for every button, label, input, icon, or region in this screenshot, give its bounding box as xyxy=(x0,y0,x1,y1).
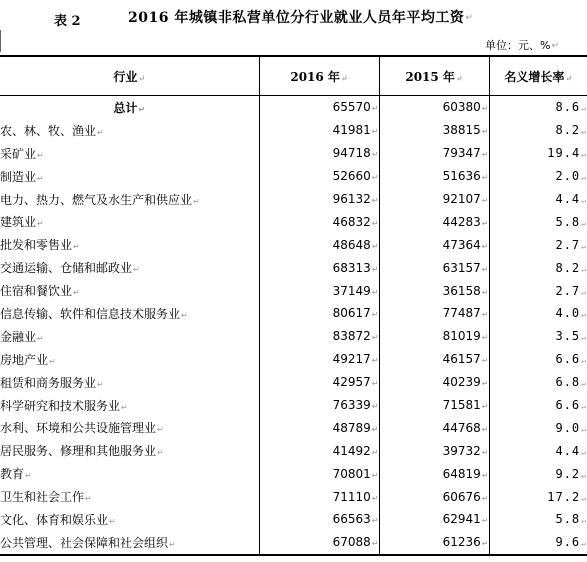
wage-2015-cell-value: 44283 xyxy=(442,214,481,229)
table-row xyxy=(0,302,587,325)
paragraph-mark-icon: ↵ xyxy=(481,333,489,343)
wage-2015-cell xyxy=(379,325,489,348)
industry-cell xyxy=(0,508,259,531)
wage-2016-cell xyxy=(259,119,379,142)
paragraph-mark-icon: ↵ xyxy=(481,447,489,457)
wage-2015-cell xyxy=(379,188,489,211)
industry-cell-value: 公共管理、社会保障和社会组织 xyxy=(0,535,169,550)
growth-rate-cell xyxy=(489,531,587,555)
wage-2015-cell xyxy=(379,462,489,485)
industry-cell-value: 租赁和商务服务业 xyxy=(0,375,97,390)
paragraph-mark-icon: ↵ xyxy=(73,288,80,298)
paragraph-mark-icon: ↵ xyxy=(581,333,587,343)
wage-2015-cell-value: 60676 xyxy=(442,489,481,504)
growth-rate-cell xyxy=(489,279,587,302)
paragraph-mark-icon: ↵ xyxy=(481,539,489,549)
industry-cell xyxy=(0,142,259,165)
paragraph-mark-icon: ↵ xyxy=(181,310,188,320)
paragraph-mark-icon: ↵ xyxy=(193,196,200,206)
paragraph-mark-icon: ↵ xyxy=(481,218,489,228)
wage-2016-cell xyxy=(259,485,379,508)
table-row xyxy=(0,439,587,462)
wage-2015-cell xyxy=(379,302,489,325)
growth-rate-cell xyxy=(489,302,587,325)
paragraph-mark-icon: ↵ xyxy=(481,356,489,366)
wage-2016-cell-value: 80617 xyxy=(332,306,371,321)
paragraph-mark-icon: ↵ xyxy=(371,379,379,389)
wage-2016-cell xyxy=(259,531,379,555)
table-row xyxy=(0,142,587,165)
paragraph-mark-icon: ↵ xyxy=(581,218,587,228)
growth-rate-cell xyxy=(489,119,587,142)
wage-2015-cell xyxy=(379,394,489,417)
growth-rate-cell xyxy=(489,462,587,485)
industry-cell xyxy=(0,325,259,348)
paragraph-mark-icon: ↵ xyxy=(371,402,379,412)
industry-cell xyxy=(0,165,259,188)
wage-2016-cell xyxy=(259,165,379,188)
paragraph-mark-icon: ↵ xyxy=(49,356,56,366)
wage-2015-cell xyxy=(379,439,489,462)
wage-2016-cell-value: 66563 xyxy=(332,512,371,527)
paragraph-mark-icon: ↵ xyxy=(481,241,489,251)
growth-rate-cell-value: 9.0 xyxy=(555,420,581,435)
growth-rate-cell-value: 17.2 xyxy=(547,489,581,504)
industry-cell-value: 农、林、牧、渔业 xyxy=(0,123,97,138)
paragraph-mark-icon: ↵ xyxy=(481,150,489,160)
wage-2015-cell xyxy=(379,485,489,508)
growth-rate-cell xyxy=(489,142,587,165)
paragraph-mark-icon: ↵ xyxy=(371,241,379,251)
wage-2015-cell-value: 61236 xyxy=(442,535,481,550)
growth-rate-cell xyxy=(489,325,587,348)
paragraph-mark-icon: ↵ xyxy=(551,41,559,51)
wage-2016-cell-value: 48789 xyxy=(332,420,371,435)
paragraph-mark-icon: ↵ xyxy=(581,402,587,412)
wage-2016-cell-value: 83872 xyxy=(332,329,371,344)
paragraph-mark-icon: ↵ xyxy=(371,539,379,549)
paragraph-mark-icon: ↵ xyxy=(581,379,587,389)
industry-cell xyxy=(0,371,259,394)
paragraph-mark-icon: ↵ xyxy=(581,493,587,503)
table-header-row xyxy=(0,56,587,96)
industry-cell-value: 采矿业 xyxy=(0,146,37,161)
paragraph-mark-icon: ↵ xyxy=(581,424,587,434)
growth-rate-cell-value: 4.0 xyxy=(555,306,581,321)
wage-2015-cell xyxy=(379,371,489,394)
unit-note xyxy=(485,37,559,53)
wage-2015-cell-value: 51636 xyxy=(442,169,481,184)
industry-cell xyxy=(0,119,259,142)
paragraph-mark-icon: ↵ xyxy=(37,150,44,160)
wage-2015-cell xyxy=(379,531,489,555)
wage-2015-cell-value: 71581 xyxy=(442,398,481,413)
growth-rate-cell-value: 2.7 xyxy=(555,237,581,252)
table-row xyxy=(0,188,587,211)
table-row xyxy=(0,210,587,233)
industry-cell xyxy=(0,485,259,508)
industry-cell xyxy=(0,531,259,555)
wage-2015-cell xyxy=(379,348,489,371)
wage-2016-cell-value: 41492 xyxy=(332,443,371,458)
paragraph-mark-icon: ↵ xyxy=(581,264,587,274)
paragraph-mark-icon: ↵ xyxy=(481,424,489,434)
column-header-2015 xyxy=(379,56,489,96)
table-row xyxy=(0,119,587,142)
wage-2016-cell-value: 65570 xyxy=(332,100,371,115)
paragraph-mark-icon: ↵ xyxy=(169,539,176,549)
paragraph-mark-icon: ↵ xyxy=(157,425,164,435)
wage-2015-cell-value: 38815 xyxy=(442,123,481,138)
paragraph-mark-icon: ↵ xyxy=(371,470,379,480)
industry-cell xyxy=(0,462,259,485)
industry-cell xyxy=(0,348,259,371)
wage-2015-cell-value: 63157 xyxy=(442,260,481,275)
growth-rate-cell-value: 8.2 xyxy=(555,123,581,138)
paragraph-mark-icon: ↵ xyxy=(481,470,489,480)
paragraph-mark-icon: ↵ xyxy=(481,516,489,526)
paragraph-mark-icon: ↵ xyxy=(25,471,32,481)
wage-2016-cell-value: 96132 xyxy=(332,192,371,206)
industry-cell-value: 批发和零售业 xyxy=(0,238,73,253)
growth-rate-cell xyxy=(489,485,587,508)
growth-rate-cell-value: 6.6 xyxy=(555,398,581,413)
wage-2016-cell xyxy=(259,371,379,394)
wage-2016-cell xyxy=(259,439,379,462)
wage-2015-cell xyxy=(379,279,489,302)
industry-cell xyxy=(0,416,259,439)
table-title-bar xyxy=(0,4,587,30)
paragraph-mark-icon: ↵ xyxy=(371,218,379,228)
growth-rate-cell-value: 9.2 xyxy=(555,466,581,481)
wage-2016-cell-value: 46832 xyxy=(332,214,371,229)
industry-cell-value: 房地产业 xyxy=(0,352,49,367)
paragraph-mark-icon: ↵ xyxy=(138,72,146,83)
industry-cell-value: 居民服务、修理和其他服务业 xyxy=(0,444,157,459)
wage-2015-cell-value: 39732 xyxy=(442,443,481,458)
table-row xyxy=(0,371,587,394)
wage-2016-cell xyxy=(259,210,379,233)
paragraph-mark-icon: ↵ xyxy=(133,265,140,275)
wage-2015-cell-value: 40239 xyxy=(442,375,481,390)
paragraph-mark-icon: ↵ xyxy=(37,333,44,343)
industry-cell-value: 卫生和社会工作 xyxy=(0,490,85,505)
growth-rate-cell-value: 3.5 xyxy=(555,329,581,344)
paragraph-mark-icon: ↵ xyxy=(371,310,379,320)
industry-cell-value: 文化、体育和娱乐业 xyxy=(0,512,109,527)
growth-rate-cell xyxy=(489,188,587,211)
paragraph-mark-icon: ↵ xyxy=(581,150,587,160)
industry-cell-value: 交通运输、仓储和邮政业 xyxy=(0,261,133,276)
industry-cell-value: 水利、环境和公共设施管理业 xyxy=(0,421,157,436)
wage-2015-cell-value: 60380 xyxy=(442,100,481,115)
table-number: 表 2 xyxy=(54,14,81,29)
wage-2016-cell xyxy=(259,394,379,417)
paragraph-mark-icon: ↵ xyxy=(97,127,104,137)
table-body xyxy=(0,96,587,555)
paragraph-mark-icon: ↵ xyxy=(481,379,489,389)
wage-2015-cell xyxy=(379,256,489,279)
industry-cell xyxy=(0,233,259,256)
wage-2016-cell xyxy=(259,508,379,531)
column-header-label: 2016 年 xyxy=(290,69,340,84)
paragraph-mark-icon: ↵ xyxy=(581,539,587,549)
paragraph-mark-icon: ↵ xyxy=(581,104,587,114)
wage-2015-cell xyxy=(379,119,489,142)
wage-2016-cell xyxy=(259,188,379,211)
paragraph-mark-icon: ↵ xyxy=(37,173,44,183)
wage-2016-cell-value: 71110 xyxy=(332,489,371,504)
industry-cell xyxy=(0,188,259,211)
table-row xyxy=(0,416,587,439)
table-row xyxy=(0,508,587,531)
industry-cell-value: 总计 xyxy=(113,100,138,115)
growth-rate-cell xyxy=(489,508,587,531)
paragraph-mark-icon: ↵ xyxy=(481,264,489,274)
wage-2016-cell xyxy=(259,302,379,325)
paragraph-mark-icon: ↵ xyxy=(109,516,116,526)
paragraph-mark-icon: ↵ xyxy=(371,150,379,160)
paragraph-mark-icon: ↵ xyxy=(581,310,587,320)
table-row-total xyxy=(0,96,587,119)
wage-2015-cell xyxy=(379,165,489,188)
paragraph-mark-icon: ↵ xyxy=(138,104,146,114)
industry-cell xyxy=(0,210,259,233)
wage-2015-cell xyxy=(379,210,489,233)
wage-2016-cell-value: 52660 xyxy=(332,169,371,184)
column-header-industry xyxy=(0,56,259,96)
wage-2016-cell-value: 49217 xyxy=(332,352,371,367)
industry-cell-value: 制造业 xyxy=(0,169,37,184)
paragraph-mark-icon: ↵ xyxy=(371,493,379,503)
paragraph-mark-icon: ↵ xyxy=(371,264,379,274)
growth-rate-cell-value: 4.4 xyxy=(555,443,581,458)
paragraph-mark-icon: ↵ xyxy=(581,470,587,480)
wage-2015-cell xyxy=(379,233,489,256)
column-header-2016 xyxy=(259,56,379,96)
growth-rate-cell xyxy=(489,96,587,119)
wage-2016-cell-value: 67088 xyxy=(332,535,371,550)
growth-rate-cell-value: 5.8 xyxy=(555,512,581,527)
wage-2016-cell-value: 94718 xyxy=(332,146,371,161)
paragraph-mark-icon: ↵ xyxy=(371,516,379,526)
wage-2016-cell xyxy=(259,348,379,371)
wage-2015-cell xyxy=(379,416,489,439)
column-header-label: 行业 xyxy=(113,69,138,84)
industry-cell-value: 教育 xyxy=(0,467,25,482)
paragraph-mark-icon: ↵ xyxy=(581,516,587,526)
paragraph-mark-icon: ↵ xyxy=(85,494,92,504)
paragraph-mark-icon: ↵ xyxy=(581,447,587,457)
table-row xyxy=(0,256,587,279)
wage-2016-cell-value: 41981 xyxy=(332,123,371,138)
growth-rate-cell-value: 8.6 xyxy=(555,100,581,115)
paragraph-mark-icon: ↵ xyxy=(455,72,463,83)
paragraph-mark-icon: ↵ xyxy=(481,104,489,114)
wage-2015-cell xyxy=(379,508,489,531)
table-row xyxy=(0,531,587,555)
wage-2016-cell xyxy=(259,325,379,348)
paragraph-mark-icon: ↵ xyxy=(371,333,379,343)
paragraph-mark-icon: ↵ xyxy=(481,287,489,297)
industry-cell xyxy=(0,302,259,325)
wage-2016-cell-value: 76339 xyxy=(332,398,371,413)
wage-2015-cell-value: 62941 xyxy=(442,512,481,527)
paragraph-mark-icon: ↵ xyxy=(581,196,587,205)
wage-2015-cell-value: 92107 xyxy=(442,192,481,206)
wage-2016-cell-value: 42957 xyxy=(332,375,371,390)
paragraph-mark-icon: ↵ xyxy=(371,196,379,205)
paragraph-mark-icon: ↵ xyxy=(121,402,128,412)
growth-rate-cell-value: 4.4 xyxy=(555,192,581,206)
column-header-label: 2015 年 xyxy=(405,69,455,84)
wage-2015-cell xyxy=(379,96,489,119)
wage-2015-cell-value: 77487 xyxy=(442,306,481,321)
paragraph-mark-icon: ↵ xyxy=(581,356,587,366)
industry-cell-value: 电力、热力、燃气及水生产和供应业 xyxy=(0,192,193,207)
wage-2016-cell-value: 70801 xyxy=(332,466,371,481)
paragraph-mark-icon: ↵ xyxy=(340,72,348,83)
growth-rate-cell-value: 6.8 xyxy=(555,375,581,390)
growth-rate-cell xyxy=(489,416,587,439)
growth-rate-cell-value: 9.6 xyxy=(555,535,581,550)
paragraph-mark-icon: ↵ xyxy=(481,402,489,412)
wage-2016-cell-value: 68313 xyxy=(332,260,371,275)
industry-cell xyxy=(0,439,259,462)
paragraph-mark-icon: ↵ xyxy=(481,127,489,137)
wage-2016-cell xyxy=(259,279,379,302)
growth-rate-cell xyxy=(489,256,587,279)
industry-cell-value: 金融业 xyxy=(0,329,37,344)
table-title xyxy=(128,7,473,27)
paragraph-mark-icon: ↵ xyxy=(481,493,489,503)
wage-2015-cell-value: 47364 xyxy=(442,237,481,252)
wage-2016-cell xyxy=(259,462,379,485)
unit-row xyxy=(0,37,587,53)
wage-2015-cell-value: 36158 xyxy=(442,283,481,298)
table-title-text: 2016 年城镇非私营单位分行业就业人员年平均工资 xyxy=(128,10,465,26)
wage-2015-cell xyxy=(379,142,489,165)
table-row xyxy=(0,485,587,508)
table-row xyxy=(0,394,587,417)
paragraph-mark-icon: ↵ xyxy=(581,241,587,251)
wage-2016-cell xyxy=(259,142,379,165)
wage-2016-cell xyxy=(259,96,379,119)
industry-cell-value: 住宿和餐饮业 xyxy=(0,284,73,299)
column-header-label: 名义增长率 xyxy=(504,69,565,84)
growth-rate-cell-value: 5.8 xyxy=(555,214,581,229)
growth-rate-cell xyxy=(489,348,587,371)
growth-rate-cell xyxy=(489,210,587,233)
table-row xyxy=(0,279,587,302)
column-header-growth-rate xyxy=(489,56,587,96)
paragraph-mark-icon: ↵ xyxy=(97,379,104,389)
paragraph-mark-icon: ↵ xyxy=(371,287,379,297)
paragraph-mark-icon: ↵ xyxy=(37,219,44,229)
paragraph-mark-icon: ↵ xyxy=(465,13,474,23)
paragraph-mark-icon: ↵ xyxy=(371,356,379,366)
paragraph-mark-icon: ↵ xyxy=(371,447,379,457)
paragraph-mark-icon: ↵ xyxy=(371,173,379,183)
growth-rate-cell-value: 6.6 xyxy=(555,352,581,367)
growth-rate-cell-value: 2.0 xyxy=(555,169,581,184)
industry-cell xyxy=(0,96,259,119)
growth-rate-cell-value: 8.2 xyxy=(555,260,581,275)
paragraph-mark-icon: ↵ xyxy=(481,310,489,320)
paragraph-mark-icon: ↵ xyxy=(481,173,489,183)
wage-2015-cell-value: 79347 xyxy=(442,146,481,161)
table-row xyxy=(0,348,587,371)
growth-rate-cell xyxy=(489,439,587,462)
growth-rate-cell-value: 2.7 xyxy=(555,283,581,298)
paragraph-mark-icon: ↵ xyxy=(371,424,379,434)
paragraph-mark-icon: ↵ xyxy=(481,196,489,205)
paragraph-mark-icon: ↵ xyxy=(371,127,379,137)
table-row xyxy=(0,233,587,256)
industry-cell-value: 建筑业 xyxy=(0,215,37,230)
growth-rate-cell-value: 19.4 xyxy=(547,146,581,161)
paragraph-mark-icon: ↵ xyxy=(157,448,164,458)
wage-2016-cell-value: 37149 xyxy=(332,283,371,298)
wage-2015-cell-value: 81019 xyxy=(442,329,481,344)
paragraph-mark-icon: ↵ xyxy=(581,127,587,137)
industry-cell xyxy=(0,394,259,417)
industry-cell xyxy=(0,256,259,279)
growth-rate-cell xyxy=(489,394,587,417)
unit-note-text: 单位：元、% xyxy=(485,39,551,52)
wage-2016-cell xyxy=(259,233,379,256)
paragraph-mark-icon: ↵ xyxy=(73,242,80,252)
table-row xyxy=(0,462,587,485)
wage-2016-cell xyxy=(259,416,379,439)
industry-cell xyxy=(0,279,259,302)
growth-rate-cell xyxy=(489,233,587,256)
table-row xyxy=(0,165,587,188)
wage-2016-cell-value: 48648 xyxy=(332,237,371,252)
paragraph-mark-icon: ↵ xyxy=(371,104,379,114)
wage-2015-cell-value: 44768 xyxy=(442,420,481,435)
industry-cell-value: 科学研究和技术服务业 xyxy=(0,398,121,413)
wage-2015-cell-value: 64819 xyxy=(442,466,481,481)
industry-cell-value: 信息传输、软件和信息技术服务业 xyxy=(0,306,181,321)
paragraph-mark-icon: ↵ xyxy=(581,173,587,183)
paragraph-mark-icon: ↵ xyxy=(581,287,587,297)
wage-2015-cell-value: 46157 xyxy=(442,352,481,367)
wage-2016-cell xyxy=(259,256,379,279)
table-row xyxy=(0,325,587,348)
growth-rate-cell xyxy=(489,165,587,188)
growth-rate-cell xyxy=(489,371,587,394)
wage-table xyxy=(0,55,587,556)
paragraph-mark-icon: ↵ xyxy=(565,72,573,83)
